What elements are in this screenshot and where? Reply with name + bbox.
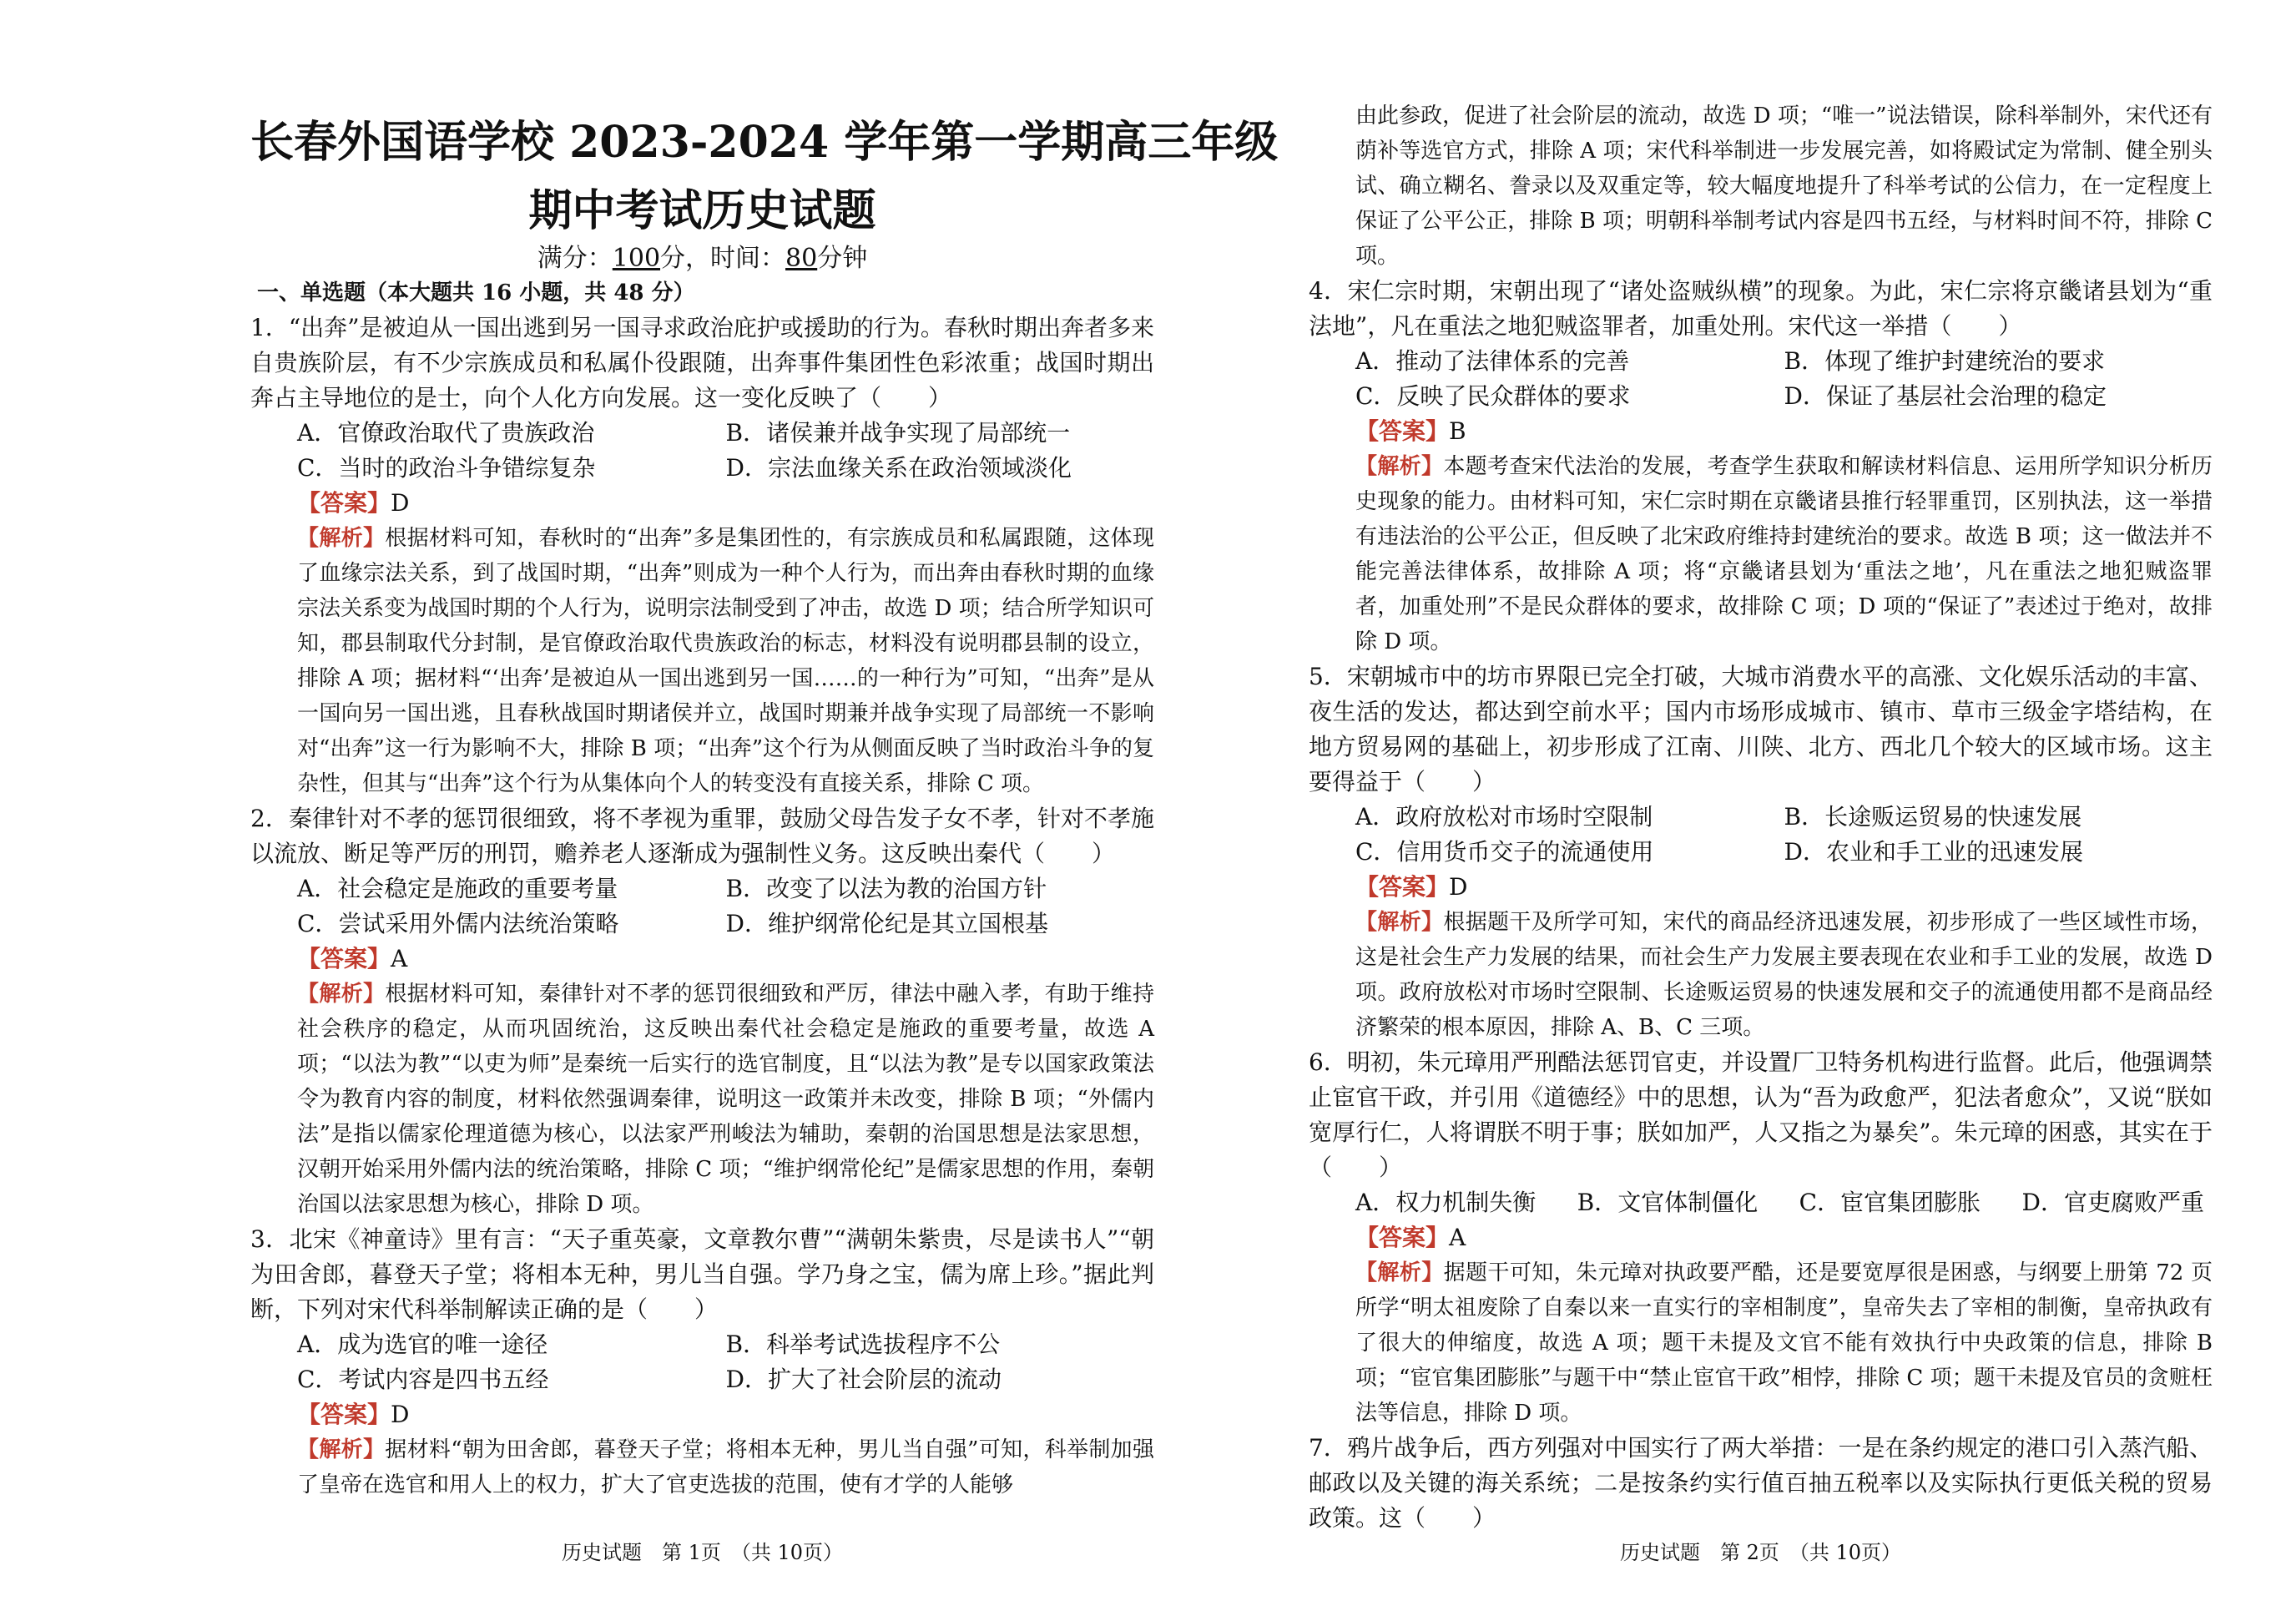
option-d: D．官吏腐败严重 xyxy=(2021,1189,2204,1216)
page-footer: 历史试题 第 1页 （共 10页） xyxy=(561,1541,844,1564)
question-4-stem: 4．宋仁宗时期，宋朝出现了“诸处盗贼纵横”的现象。为此，宋仁宗将京畿诸县划为“重法地”，凡在重法之地犯贼盗罪者，加重处刑。宋代这一举措（ ） xyxy=(1309,277,2213,340)
answer-4: 【答案】B xyxy=(1355,417,1466,445)
question-5-stem: 5．宋朝城市中的坊市界限已完全打破，大城市消费水平的高涨、文化娱乐活动的丰富、夜生活的发达，都达到空前水平；国内市场形成城市、镇市、草市三级金字塔结构，在地方贸易网的基础上，初步形成了江南、川陕、北方、西北几个较大的区域市场。这主要得益于（ ） xyxy=(1309,663,2213,795)
option-b: B．改变了以法为教的治国方针 xyxy=(725,875,1047,902)
question-1-options xyxy=(250,416,1154,486)
question-5-options xyxy=(1309,800,2213,870)
explanation-5: 【解析】根据题干及所学可知，宋代的商品经济迅速发展，初步形成了一些区域性市场，这是社会生产力发展的结果，而社会生产力发展主要表现在农业和手工业的发展，故选 D 项。政府放松对市场时空限制、长途贩运贸易的快速发展和交子的流通使用都不是商品经济繁荣的根本原因，排除 A、B、C 三项。 xyxy=(1355,910,2213,1040)
option-d: D．宗法血缘关系在政治领域淡化 xyxy=(725,454,1072,482)
option-a: A．官僚政治取代了贵族政治 xyxy=(297,419,595,447)
explanation-3: 【解析】据材料“朝为田舍郎，暮登天子堂；将相本无种，男儿当自强”可知，科举制加强了皇帝在选官和用人上的权力，扩大了官吏选拔的范围，使有才学的人能够 xyxy=(297,1437,1154,1497)
exam-meta: 满分：100分，时间：80分钟 xyxy=(537,244,868,273)
question-4-options xyxy=(1309,344,2213,414)
option-a: A．权力机制失衡 xyxy=(1355,1189,1537,1216)
option-b: B．诸侯兼并战争实现了局部统一 xyxy=(725,419,1071,447)
answer-2: 【答案】A xyxy=(297,945,408,972)
explanation-6: 【解析】据题干可知，朱元璋对执政要严酷，还是要宽厚很是困惑，与纲要上册第 72 页所学“明太祖废除了自秦以来一直实行的宰相制度”，皇帝失去了宰相的制衡，皇帝执政有了很大的伸缩度，故选 A 项；题干未提及文官不能有效执行中央政策的信息，排除 B 项；“宦官集团膨胀”与题干中“禁止宦官干政”相悖，排除 C 项；题干未提及官员的贪赃枉法等信息，排除 D 项。 xyxy=(1355,1260,2213,1426)
answer-3: 【答案】D xyxy=(297,1401,410,1428)
question-3-options xyxy=(250,1327,1154,1397)
question-6-stem: 6．明初，朱元璋用严刑酷法惩罚官吏，并设置厂卫特务机构进行监督。此后，他强调禁止宦官干政，并引用《道德经》中的思想，认为“吾为政愈严，犯法者愈众”，又说“朕如宽厚行仁，人将谓朕不明于事；朕如加严，人又指之为暴矣”。朱元璋的困惑，其实在于（ ） xyxy=(1309,1048,2213,1181)
option-c: C．反映了民众群体的要求 xyxy=(1355,382,1631,410)
question-1-stem: 1．“出奔”是被迫从一国出逃到另一国寻求政治庇护或援助的行为。春秋时期出奔者多来自贵族阶层，有不少宗族成员和私属仆役跟随，出奔事件集团性色彩浓重；战国时期出奔占主导地位的是士，向个人化方向发展。这一变化反映了（ ） xyxy=(250,314,1154,412)
option-b: B．科举考试选拔程序不公 xyxy=(725,1331,1001,1358)
option-c: C．尝试采用外儒内法统治策略 xyxy=(297,910,619,937)
option-d: D．扩大了社会阶层的流动 xyxy=(725,1366,1002,1393)
answer-6: 【答案】A xyxy=(1355,1224,1466,1251)
exam-title-line2: 期中考试历史试题 xyxy=(528,185,876,236)
option-a: A．社会稳定是施政的重要考量 xyxy=(297,875,618,902)
option-a: A．政府放松对市场时空限制 xyxy=(1355,803,1653,831)
question-6-options xyxy=(1309,1185,2213,1220)
page-footer: 历史试题 第 2页 （共 10页） xyxy=(1619,1541,1902,1564)
option-c: C．当时的政治斗争错综复杂 xyxy=(297,454,596,482)
explanation-2: 【解析】根据材料可知，秦律针对不孝的惩罚很细致和严厉，律法中融入孝，有助于维持社会秩序的稳定，从而巩固统治，这反映出秦代社会稳定是施政的重要考量，故选 A 项；“以法为教”“以吏为师”是秦统一后实行的选官制度，且“以法为教”是专以国家政策法令为教育内容的制度，材料依然强调秦律，说明这一政策并未改变，排除 B 项；“外儒内法”是指以儒家伦理道德为核心，以法家严刑峻法为辅助，秦朝的治国思想是法家思想，汉朝开始采用外儒内法的统治策略，排除 C 项；“维护纲常伦纪”是儒家思想的作用，秦朝治国以法家思想为核心，排除 D 项。 xyxy=(297,982,1154,1217)
page1-content xyxy=(250,275,1154,1502)
answer-5: 【答案】D xyxy=(1355,873,1468,901)
question-2-options xyxy=(250,871,1154,942)
option-a: A．成为选官的唯一途径 xyxy=(297,1331,548,1358)
explanation-1: 【解析】根据材料可知，春秋时的“出奔”多是集团性的，有宗族成员和私属跟随，这体现了血缘宗法关系，到了战国时期，“出奔”则成为一种个人行为，而出奔由春秋时期的血缘宗法关系变为战国时期的个人行为，说明宗法制受到了冲击，故选 D 项；结合所学知识可知，郡县制取代分封制，是官僚政治取代贵族政治的标志，材料没有说明郡县制的设立，排除 A 项；据材料“‘出奔’是被迫从一国出逃到另一国……的一种行为”可知，“出奔”是从一国向另一国出逃，且春秋战国时期诸侯并立，战国时期兼并战争实现了局部统一不影响对“出奔”这一行为影响不大，排除 B 项；“出奔”这个行为从侧面反映了当时政治斗争的复杂性，但其与“出奔”这个行为从集体向个人的转变没有直接关系，排除 C 项。 xyxy=(297,526,1154,796)
option-c: C．考试内容是四书五经 xyxy=(297,1366,549,1393)
time-value: 80 xyxy=(785,244,818,273)
option-b: B．体现了维护封建统治的要求 xyxy=(1784,347,2106,375)
page-2 xyxy=(1309,0,2213,1621)
option-c: C．信用货币交子的流通使用 xyxy=(1355,838,1654,866)
exam-title-line1: 长春外国语学校 2023-2024 学年第一学期高三年级 xyxy=(250,117,1279,168)
answer-1: 【答案】D xyxy=(297,489,410,517)
explanation-3-continued: 由此参政，促进了社会阶层的流动，故选 D 项；“唯一”说法错误，除科举制外，宋代还有荫补等选官方式，排除 A 项；宋代科举制进一步发展完善，如将殿试定为常制、健全别头试、确立糊名、誊录以及双重定等，较大幅度地提升了科举考试的公信力，在一定程度上保证了公平公正，排除 B 项；明朝科举制考试内容是四书五经，与材料时间不符，排除 C 项。 xyxy=(1355,104,2213,269)
section-heading: 一、单选题（本大题共 16 小题，共 48 分） xyxy=(257,280,695,306)
question-3-stem: 3．北宋《神童诗》里有言：“天子重英豪，文章教尔曹”“满朝朱紫贵，尽是读书人”“朝为田舍郎，暮登天子堂；将相本无种，男儿当自强。学乃身之宝，儒为席上珍。”据此判断，下列对宋代科举制解读正确的是（ ） xyxy=(250,1225,1154,1323)
question-2-stem: 2．秦律针对不孝的惩罚很细致，将不孝视为重罪，鼓励父母告发子女不孝，针对不孝施以流放、断足等严厉的刑罚，赡养老人逐渐成为强制性义务。这反映出秦代（ ） xyxy=(250,805,1154,867)
page-1 xyxy=(250,0,1279,1621)
page2-content xyxy=(1309,98,2213,1536)
option-d: D．维护纲常伦纪是其立国根基 xyxy=(725,910,1048,937)
option-b: B．文官体制僵化 xyxy=(1577,1189,1759,1216)
option-a: A．推动了法律体系的完善 xyxy=(1355,347,1630,375)
option-d: D．农业和手工业的迅速发展 xyxy=(1784,838,2083,866)
option-c: C．宦官集团膨胀 xyxy=(1799,1189,1981,1216)
question-7-stem: 7．鸦片战争后，西方列强对中国实行了两大举措：一是在条约规定的港口引入蒸汽船、邮政以及关键的海关系统；二是按条约实行值百抽五税率以及实际执行更低关税的贸易政策。这（ ） xyxy=(1309,1434,2213,1532)
option-b: B．长途贩运贸易的快速发展 xyxy=(1784,803,2082,831)
option-d: D．保证了基层社会治理的稳定 xyxy=(1784,382,2107,410)
score-value: 100 xyxy=(612,244,661,273)
explanation-4: 【解析】本题考查宋代法治的发展，考查学生获取和解读材料信息、运用所学知识分析历史现象的能力。由材料可知，宋仁宗时期在京畿诸县推行轻罪重罚，区别执法，这一举措有违法治的公平公正，但反映了北宋政府维持封建统治的要求。故选 B 项；这一做法并不能完善法律体系，故排除 A 项；将“京畿诸县划为‘重法之地’，凡在重法之地犯贼盗罪者，加重处刑”不是民众群体的要求，故排除 C 项；D 项的“保证了”表述过于绝对，故排除 D 项。 xyxy=(1355,454,2213,654)
